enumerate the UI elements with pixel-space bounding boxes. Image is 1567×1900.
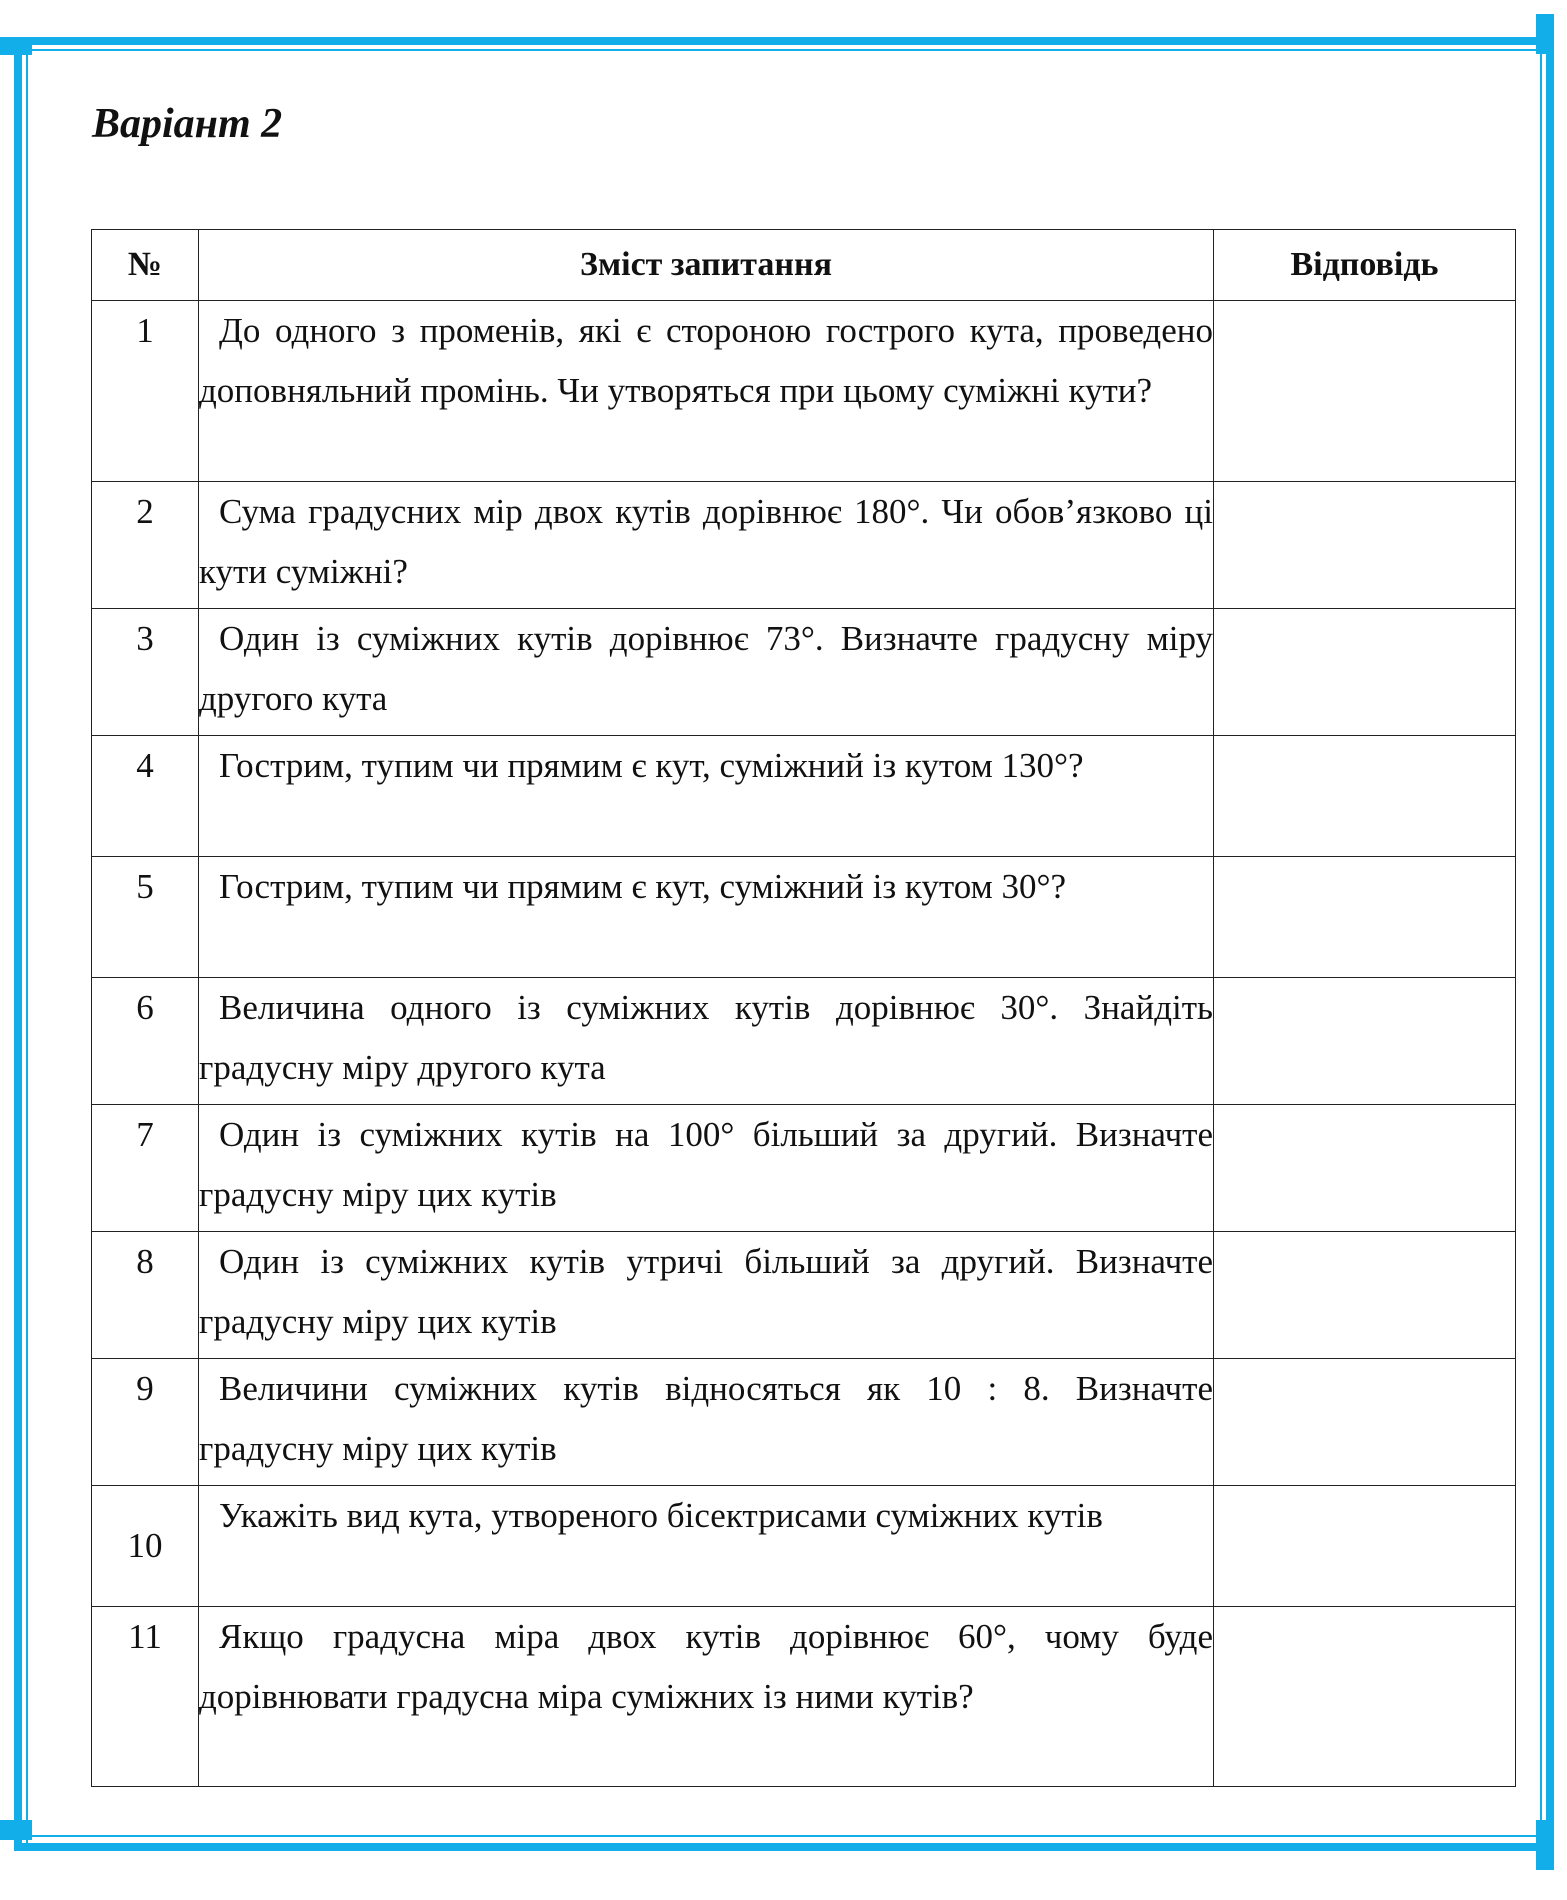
answer-cell[interactable]: [1214, 736, 1516, 857]
answer-value: [1214, 1486, 1515, 1546]
answer-value: [1214, 609, 1515, 669]
question-paragraph: Гострим, тупим чи прямим є кут, суміжний із кутом 30°?: [219, 867, 1067, 906]
answer-cell[interactable]: [1214, 1607, 1516, 1787]
row-number: 3: [92, 609, 199, 736]
table-row: [92, 1105, 1516, 1232]
answer-value: [1214, 978, 1515, 1038]
row-number: 4: [92, 736, 199, 857]
answer-cell[interactable]: [1214, 1486, 1516, 1607]
row-number: 11: [92, 1607, 199, 1787]
answer-value: [1214, 736, 1515, 796]
table-row: [92, 1232, 1516, 1359]
question-text: [199, 482, 1214, 609]
question-text: [199, 301, 1214, 482]
row-number: 1: [92, 301, 199, 482]
frame-top-line: [14, 49, 1554, 51]
question-text: [199, 857, 1214, 978]
answer-cell[interactable]: [1214, 1359, 1516, 1486]
question-paragraph: Величина одного із суміжних кутів дорівнює 30°. Знайдіть градусну міру другого кута: [199, 988, 1213, 1087]
question-paragraph: Один із суміжних кутів утричі більший за другий. Визначте градусну міру цих кутів: [199, 1242, 1213, 1341]
frame-corner-top-left: [0, 37, 32, 55]
question-text: [199, 978, 1214, 1105]
column-header-question: Зміст запитання: [199, 230, 1214, 301]
answer-value: [1214, 301, 1515, 361]
frame-bottom-line: [14, 1835, 1554, 1837]
row-number: 5: [92, 857, 199, 978]
frame-corner-top-right: [1536, 14, 1554, 54]
row-number: 7: [92, 1105, 199, 1232]
frame-top-bar: [14, 37, 1554, 45]
question-paragraph: Сума градусних мір двох кутів дорівнює 180°. Чи обов’язково ці кути суміжні?: [199, 492, 1213, 591]
frame-right-line: [1540, 37, 1542, 1851]
table-row: [92, 857, 1516, 978]
frame-bottom-bar: [14, 1843, 1554, 1851]
answer-cell[interactable]: [1214, 301, 1516, 482]
row-number: 10: [92, 1486, 199, 1607]
answer-cell[interactable]: [1214, 1232, 1516, 1359]
column-header-answer: Відповідь: [1214, 230, 1516, 301]
answer-cell[interactable]: [1214, 1105, 1516, 1232]
table-row: [92, 1486, 1516, 1607]
question-text: [199, 1105, 1214, 1232]
answer-value: [1214, 1105, 1515, 1165]
question-text: [199, 1486, 1214, 1607]
answer-value: [1214, 1232, 1515, 1292]
question-text: [199, 1232, 1214, 1359]
question-paragraph: Гострим, тупим чи прямим є кут, суміжний із кутом 130°?: [219, 746, 1084, 785]
table-header-row: [92, 230, 1516, 301]
question-paragraph: Якщо градусна міра двох кутів дорівнює 60°, чому буде дорівнювати градусна міра суміжних із ними кутів?: [199, 1617, 1213, 1716]
answer-cell[interactable]: [1214, 857, 1516, 978]
question-text: [199, 1607, 1214, 1787]
frame-left-line: [26, 37, 28, 1851]
question-paragraph: Один із суміжних кутів дорівнює 73°. Визначте градусну міру другого кута: [199, 619, 1213, 718]
frame-left-bar: [14, 37, 22, 1851]
answer-cell[interactable]: [1214, 978, 1516, 1105]
table-row: [92, 609, 1516, 736]
table-row: [92, 978, 1516, 1105]
question-text: [199, 1359, 1214, 1486]
table-row: [92, 1359, 1516, 1486]
question-text: [199, 736, 1214, 857]
answer-value: [1214, 482, 1515, 542]
answer-cell[interactable]: [1214, 482, 1516, 609]
frame-right-bar: [1546, 37, 1554, 1851]
answer-cell[interactable]: [1214, 609, 1516, 736]
row-number: 2: [92, 482, 199, 609]
column-header-number: №: [92, 230, 199, 301]
question-paragraph: Величини суміжних кутів відносяться як 10 : 8. Визначте градусну міру цих кутів: [199, 1369, 1213, 1468]
question-paragraph: Один із суміжних кутів на 100° більший за другий. Визначте градусну міру цих кутів: [199, 1115, 1213, 1214]
row-number: 9: [92, 1359, 199, 1486]
quiz-table: [91, 229, 1516, 1787]
page-title: Варіант 2: [92, 101, 283, 147]
frame-corner-bottom-right: [1536, 1820, 1554, 1870]
answer-value: [1214, 1359, 1515, 1419]
answer-value: [1214, 857, 1515, 917]
table-row: [92, 482, 1516, 609]
question-paragraph: Укажіть вид кута, утвореного бісектрисами суміжних кутів: [219, 1496, 1103, 1535]
question-paragraph: До одного з променів, які є стороною гострого кута, проведено доповняльний промінь. Чи утворяться при цьому суміжні кути?: [199, 311, 1213, 410]
row-number: 8: [92, 1232, 199, 1359]
row-number: 6: [92, 978, 199, 1105]
table-row: [92, 301, 1516, 482]
table-row: [92, 736, 1516, 857]
answer-value: [1214, 1607, 1515, 1667]
question-text: [199, 609, 1214, 736]
table-row: [92, 1607, 1516, 1787]
frame-corner-bottom-left: [0, 1820, 32, 1840]
